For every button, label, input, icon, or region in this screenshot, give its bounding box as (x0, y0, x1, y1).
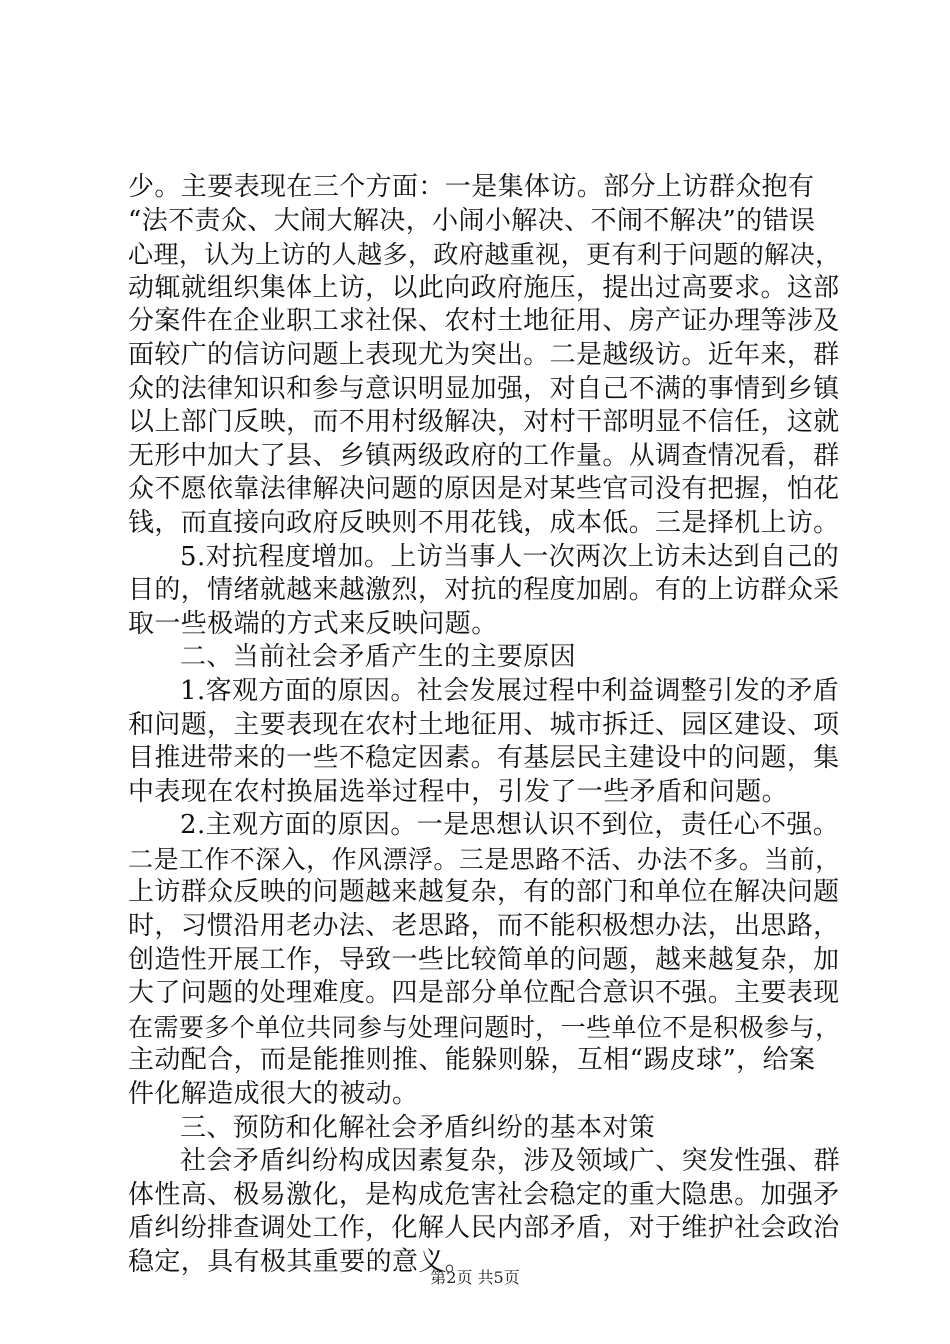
text-line: 和问题，主要表现在农村土地征用、城市拆迁、园区建设、项 (128, 709, 840, 740)
text-line: 无形中加大了县、乡镇两级政府的工作量。从调查情况看，群 (128, 440, 840, 471)
text-line: 三、预防和化解社会矛盾纠纷的基本对策 (180, 1112, 656, 1143)
text-line: 众不愿依靠法律解决问题的原因是对某些官司没有把握，怕花 (128, 474, 840, 505)
text-line: 1.客观方面的原因。社会发展过程中利益调整引发的矛盾 (180, 675, 840, 706)
text-line: “法不责众、大闹大解决，小闹小解决、不闹不解决”的错误 (128, 205, 816, 236)
text-line: 上访群众反映的问题越来越复杂，有的部门和单位在解决问题 (128, 877, 840, 908)
text-line: 目的，情绪就越来越激烈，对抗的程度加剧。有的上访群众采 (128, 575, 840, 606)
text-line: 主动配合，而是能推则推、能躲则躲，互相“踢皮球”，给案 (128, 1045, 816, 1076)
text-line: 时，习惯沿用老办法、老思路，而不能积极想办法，出思路， (128, 911, 840, 942)
text-line: 稳定，具有极其重要的意义。 (128, 1247, 472, 1277)
text-line: 心理，认为上访的人越多，政府越重视，更有利于问题的解决， (128, 240, 841, 270)
text-line: 分案件在企业职工求社保、农村土地征用、房产证办理等涉及 (128, 306, 840, 337)
body-text (128, 171, 840, 1280)
text-line: 目推进带来的一些不稳定因素。有基层民主建设中的问题，集 (128, 743, 840, 774)
text-line: 二、当前社会矛盾产生的主要原因 (180, 642, 577, 673)
text-line: 件化解造成很大的被动。 (128, 1079, 419, 1110)
text-line: 二是工作不深入，作风漂浮。三是思路不活、办法不多。当前， (128, 844, 841, 874)
text-line: 创造性开展工作，导致一些比较简单的问题，越来越复杂，加 (128, 944, 840, 975)
page-footer: 第2页 共5页 (430, 1268, 520, 1287)
text-line: 社会矛盾纠纷构成因素复杂，涉及领域广、突发性强、群 (180, 1146, 841, 1177)
text-line: 众的法律知识和参与意识明显加强，对自己不满的事情到乡镇 (128, 373, 840, 404)
text-line: 面较广的信访问题上表现尤为突出。二是越级访。近年来，群 (128, 339, 840, 370)
text-line: 5.对抗程度增加。上访当事人一次两次上访未达到自己的 (180, 541, 840, 572)
text-line: 在需要多个单位共同参与处理问题时，一些单位不是积极参与， (128, 1012, 841, 1042)
text-line: 钱，而直接向政府反映则不用花钱，成本低。三是择机上访。 (128, 507, 840, 538)
text-line: 盾纠纷排查调处工作，化解人民内部矛盾，对于维护社会政治 (128, 1213, 840, 1244)
text-line: 体性高、极易激化，是构成危害社会稳定的重大隐患。加强矛 (128, 1179, 840, 1210)
text-line: 少。主要表现在三个方面：一是集体访。部分上访群众抱有 (128, 172, 815, 202)
text-line: 以上部门反映，而不用村级解决，对村干部明显不信任，这就 (128, 407, 840, 438)
text-line: 大了问题的处理难度。四是部分单位配合意识不强。主要表现 (128, 978, 840, 1009)
text-line: 中表现在农村换届选举过程中，引发了一些矛盾和问题。 (128, 776, 789, 807)
text-line: 2.主观方面的原因。一是思想认识不到位，责任心不强。 (180, 810, 840, 841)
text-line: 动辄就组织集体上访，以此向政府施压，提出过高要求。这部 (128, 272, 840, 303)
text-line: 取一些极端的方式来反映问题。 (128, 608, 498, 639)
